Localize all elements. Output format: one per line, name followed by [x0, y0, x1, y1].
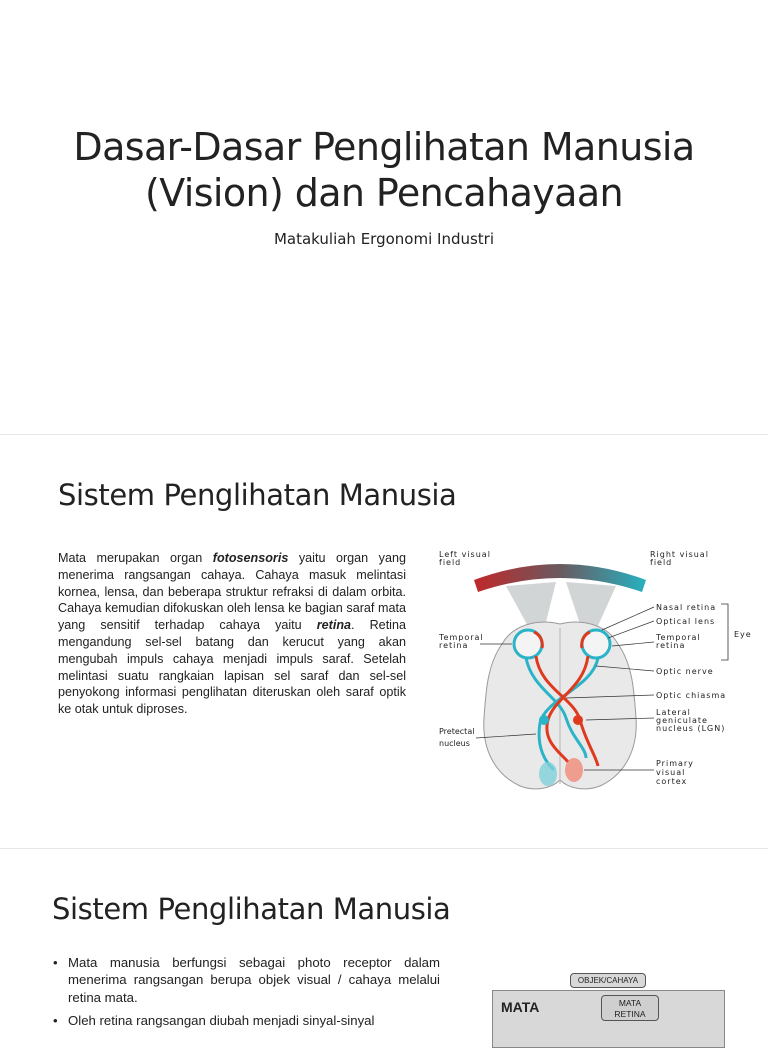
right-lgn [573, 715, 583, 725]
label-eye: Eye [734, 630, 752, 639]
slide-divider [0, 848, 768, 849]
list-item: • Mata manusia berfungsi sebagai photo receptor dalam menerima rangsangan berupa objek visual / cahaya melalui retina mata. [53, 955, 440, 1005]
presentation-title [40, 124, 728, 216]
label-right-visual-field-2: field [650, 558, 673, 567]
eye-bracket [721, 604, 728, 660]
label-pretectal-1: Pretectal [439, 727, 475, 736]
left-cortex [539, 762, 557, 786]
flow-diagram [488, 970, 728, 1030]
label-pretectal-2: nucleus [439, 739, 470, 748]
flow-box-objek: OBJEK/CAHAYA [570, 973, 646, 988]
title-line-1: Dasar-Dasar Penglihatan Manusia [73, 125, 695, 169]
slide-heading: Sistem Penglihatan Manusia [58, 478, 457, 512]
flow-box-retina: MATA RETINA [601, 995, 659, 1021]
label-cortex-1: Primary [656, 759, 694, 768]
bullet-list [52, 954, 440, 1036]
title-line-2: (Vision) dan Pencahayaan [144, 171, 624, 215]
list-item: • Oleh retina rangsangan diubah menjadi sinyal-sinyal [53, 1013, 375, 1029]
vision-system-slide [0, 436, 768, 848]
visual-pathway-diagram [436, 548, 758, 796]
slide-divider [0, 434, 768, 435]
visual-field-arc [474, 564, 646, 592]
label-temporal-retina-left-2: retina [439, 641, 469, 650]
description-paragraph: Mata merupakan organ fotosensoris yaitu organ yang menerima rangsangan cahaya. Cahaya masuk melintasi kornea, lensa, dan beberapa struktur refraksi di dalam orbita. Cahaya kemudian difokuskan oleh lensa ke bagian saraf mata yang sensitif terhadap cahaya yaitu retina. Retina mengandung sel-sel batang dan kerucut yang akan mengubah impuls cahaya menjadi impuls saraf. Setelah melintasi suatu rangkaian lapisan sel saraf dan sel-sel penyokong informasi penglihatan diteruskan oleh saraf optik ke otak untuk diproses. [58, 551, 406, 717]
left-lgn [539, 715, 549, 725]
label-right-visual-field-1: Right visual [650, 550, 709, 559]
label-cortex-3: cortex [656, 777, 688, 786]
flow-panel-label: MATA [501, 999, 540, 1015]
title-slide [0, 0, 768, 434]
label-lgn-3: nucleus (LGN) [656, 724, 726, 733]
label-left-visual-field-2: field [439, 558, 462, 567]
label-nasal-retina: Nasal retina [656, 603, 717, 612]
label-optic-nerve: Optic nerve [656, 667, 714, 676]
label-optical-lens: Optical lens [656, 617, 716, 626]
label-left-visual-field-1: Left visual [439, 550, 491, 559]
vision-system-slide-2 [0, 850, 768, 1029]
label-temporal-retina-right-1: Temporal [656, 633, 701, 642]
flow-panel-mata [492, 990, 725, 1048]
right-cortex [565, 758, 583, 782]
label-cortex-2: visual [656, 768, 686, 777]
term-retina: retina [316, 618, 352, 633]
label-lgn-1: Lateral [656, 708, 691, 717]
bullet-dot: • [53, 1013, 58, 1029]
label-temporal-retina-right-2: retina [656, 641, 686, 650]
label-optic-chiasma: Optic chiasma [656, 691, 727, 700]
label-lgn-2: geniculate [656, 716, 708, 725]
term-fotosensoris: fotosensoris [212, 551, 289, 565]
slide-heading: Sistem Penglihatan Manusia [52, 892, 451, 926]
presentation-subtitle: Matakuliah Ergonomi Industri [273, 230, 495, 248]
bullet-dot: • [53, 955, 58, 970]
label-temporal-retina-left-1: Temporal [439, 633, 484, 642]
